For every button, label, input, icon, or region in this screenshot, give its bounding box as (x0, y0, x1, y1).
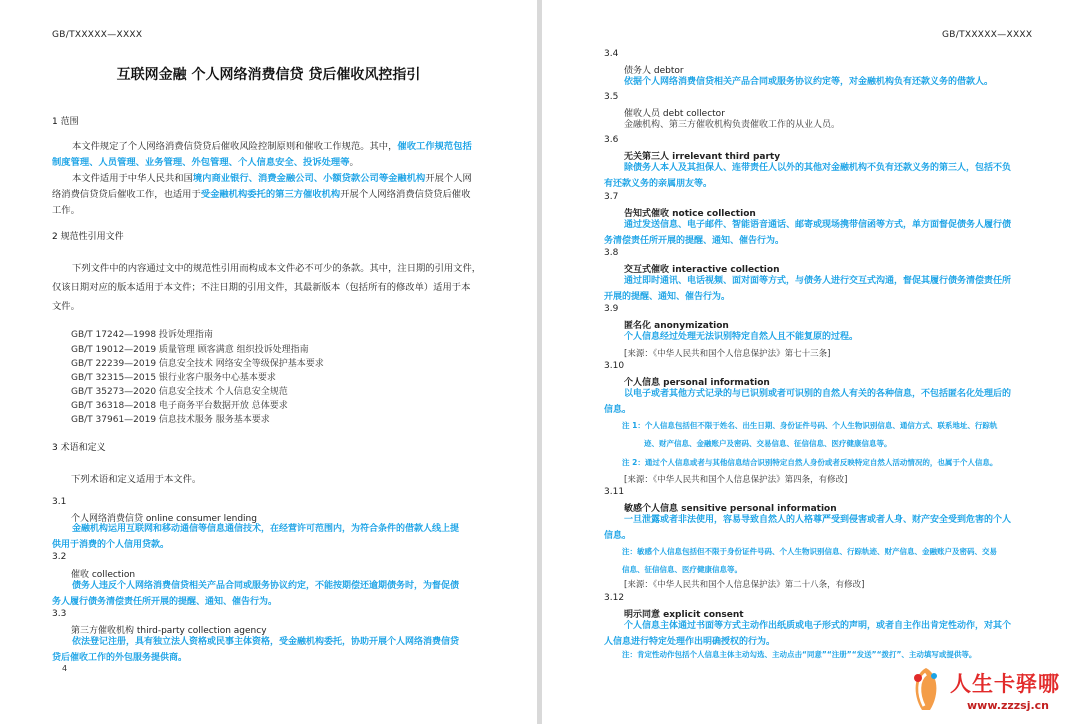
text-run: 通过发送信息、电子邮件、智能语音通话、邮寄或现场携带信函等方式，单方面督促债务人履行债 (624, 220, 1012, 230)
term-definition (52, 578, 502, 610)
term-title: 债务人 debtor (624, 66, 684, 76)
highlight-text: 境内商业银行、消费金融公司、小额贷款公司等金融机构 (192, 173, 426, 184)
text-run: 仅该日期对应的版本适用于本文件；不注日期的引用文件，其最新版本（包括所有的修改单）适用于本 (52, 282, 471, 293)
text-run: 通过即时通讯、电话视频、面对面等方式，与债务人进行交互式沟通，督促其履行债务清偿责任所 (624, 276, 1012, 286)
section-1-heading: 1 范围 (52, 117, 79, 127)
text-run: 务清偿责任所开展的提醒、通知、催告行为。 (604, 236, 785, 246)
highlight-text: 催收工作规范包括 (397, 141, 472, 152)
text-run: 金融机构运用互联网和移动通信等信息通信技术，在经营许可范围内，为符合条件的借款人线上提 (72, 524, 460, 534)
document-page-right (542, 0, 1080, 724)
section-3-heading: 3 术语和定义 (52, 443, 106, 453)
section-1-paragraph-1 (52, 139, 492, 171)
source-citation: [来源：《中华人民共和国个人信息保护法》第七十三条] (624, 349, 831, 359)
term-definition: 依据个人网络消费信贷相关产品合同或服务协议约定等，对金融机构负有还款义务的借款人。 (624, 77, 994, 87)
text-run: 工作。 (52, 205, 80, 216)
text-run: 信息、征信信息、医疗健康信息等。 (622, 565, 742, 574)
text-run: 注：敏感个人信息包括但不限于身份证件号码、个人生物识别信息、行踪轨迹、财产信息、金融账户及密码、交易 (622, 547, 997, 556)
term-note: 注 2：通过个人信息或者与其他信息结合识别特定自然人身份或者反映特定自然人活动情况的，也属于个人信息。 (622, 458, 998, 467)
term-definition (604, 217, 1064, 249)
highlight-text: 受金融机构委托的第三方催收机构 (200, 189, 341, 200)
term-number: 3.5 (604, 92, 619, 102)
term-note (622, 543, 1072, 579)
text-run: 迹、财产信息、金融账户及密码、交易信息、征信信息、医疗健康信息等。 (644, 439, 892, 448)
section-2-heading: 2 规范性引用文件 (52, 232, 124, 242)
term-number: 3.8 (604, 248, 619, 258)
text-run: 一旦泄露或者非法使用，容易导致自然人的人格尊严受到侵害或者人身、财产安全受到危害的个人 (624, 515, 1012, 525)
term-number: 3.6 (604, 135, 619, 145)
watermark-url: www.zzzsj.cn (967, 699, 1050, 712)
reference-item: GB/T 19012—2019 质量管理 顾客满意 组织投诉处理指南 (71, 345, 309, 355)
text-run: 依法登记注册，具有独立法人资格或民事主体资格，受金融机构委托，协助开展个人网络消费信贷 (72, 637, 460, 647)
source-citation: [来源：《中华人民共和国个人信息保护法》第四条，有修改] (624, 475, 848, 485)
term-number: 3.10 (604, 361, 625, 371)
text-run: 务人履行债务清偿责任所开展的提醒、通知、催告行为。 (52, 597, 278, 607)
page-header-code: GB/TXXXXX—XXXX (942, 30, 1033, 40)
term-definition (604, 512, 1064, 544)
term-title: 第三方催收机构 third-party collection agency (71, 626, 267, 636)
term-title: 个人信息 personal information (624, 378, 770, 388)
term-title: 催收 collection (71, 570, 136, 580)
text-run: 开展个人网络消费信贷贷后催收 (340, 189, 471, 200)
reference-item: GB/T 32315—2015 银行业客户服务中心基本要求 (71, 373, 276, 383)
term-definition (604, 386, 1064, 418)
reference-item: GB/T 22239—2019 信息安全技术 网络安全等级保护基本要求 (71, 359, 324, 369)
text-run: 信息。 (604, 405, 632, 415)
term-number: 3.4 (604, 49, 619, 59)
term-definition: 个人信息经过处理无法识别特定自然人且不能复原的过程。 (624, 332, 859, 342)
text-run: 有还款义务的亲属朋友等。 (604, 179, 713, 189)
text-run: 供用于消费的个人信用贷款。 (52, 540, 170, 550)
term-title: 明示同意 explicit consent (624, 610, 744, 620)
term-number: 3.1 (52, 497, 67, 507)
term-title: 匿名化 anonymization (624, 321, 729, 331)
text-run: 本文件适用于中华人民共和国 (72, 173, 193, 184)
text-run: 。 (349, 157, 359, 168)
section-2-paragraph (52, 259, 492, 316)
term-note (622, 417, 1072, 453)
reference-item: GB/T 35273—2020 信息安全技术 个人信息安全规范 (71, 387, 288, 397)
reference-item: GB/T 36318—2018 电子商务平台数据开放 总体要求 (71, 401, 288, 411)
source-citation: [来源：《中华人民共和国个人信息保护法》第二十八条，有修改] (624, 580, 865, 590)
term-number: 3.12 (604, 593, 625, 603)
term-number: 3.3 (52, 609, 67, 619)
term-title: 敏感个人信息 sensitive personal information (624, 504, 837, 514)
section-1-paragraph-2 (52, 171, 492, 219)
term-number: 3.11 (604, 487, 625, 497)
term-number: 3.2 (52, 552, 67, 562)
document-page-left (0, 0, 537, 724)
term-title: 催收人员 debt collector (624, 109, 725, 119)
term-title: 无关第三人 irrelevant third party (624, 152, 781, 162)
text-run: 个人信息主体通过书面等方式主动作出纸质或电子形式的声明，或者自主作出肯定性动作，对其个 (624, 621, 1012, 631)
text-run: 除债务人本人及其担保人、连带责任人以外的其他对金融机构不负有还款义务的第三人，包括不负 (624, 163, 1012, 173)
text-run: 债务人违反个人网络消费信贷相关产品合同或服务协议约定，不能按期偿还逾期债务时，为督促债 (72, 581, 460, 591)
text-run: 信息。 (604, 531, 632, 541)
section-3-intro: 下列术语和定义适用于本文件。 (71, 474, 202, 485)
text-run: 人信息进行特定处理作出明确授权的行为。 (604, 637, 776, 647)
reference-item: GB/T 37961—2019 信息技术服务 服务基本要求 (71, 415, 270, 425)
page-header-code: GB/TXXXXX—XXXX (52, 30, 143, 40)
term-number: 3.7 (604, 192, 619, 202)
text-run: 文件。 (52, 301, 80, 312)
term-definition (604, 160, 1064, 192)
text-run: 络消费信贷贷后催收工作，也适用于 (52, 189, 201, 200)
text-run: 以电子或者其他方式记录的与已识别或者可识别的自然人有关的各种信息，不包括匿名化处理后的 (624, 389, 1012, 399)
watermark-logo-icon (904, 664, 948, 716)
term-note: 注：肯定性动作包括个人信息主体主动勾选、主动点击“同意”“注册”“发送”“拨打”、主动填写或提供等。 (622, 650, 977, 659)
text-run: 本文件规定了个人网络消费信贷贷后催收风险控制原则和催收工作规范。其中， (72, 141, 398, 152)
term-definition: 金融机构、第三方催收机构负责催收工作的从业人员。 (624, 120, 841, 130)
highlight-text: 制度管理、人员管理、业务管理、外包管理、个人信息安全、投诉处理等 (52, 157, 350, 168)
term-number: 3.9 (604, 304, 619, 314)
text-run: 注 1：个人信息包括但不限于姓名、出生日期、身份证件号码、个人生物识别信息、通信方式、联系地址、行踪轨 (622, 421, 998, 430)
term-title: 个人网络消费信贷 online consumer lending (71, 514, 257, 524)
text-run: 开展个人网 (425, 173, 472, 184)
text-run: 下列文件中的内容通过文中的规范性引用而构成本文件必不可少的条款。其中，注日期的引用文件， (72, 263, 482, 274)
reference-item: GB/T 17242—1998 投诉处理指南 (71, 330, 213, 340)
term-definition (52, 634, 502, 666)
text-run: 贷后催收工作的外包服务提供商。 (52, 653, 188, 663)
text-run: 开展的提醒、通知、催告行为。 (604, 292, 731, 302)
term-definition (604, 273, 1064, 305)
term-definition (52, 521, 502, 553)
watermark-text: 人生卡驿哪 (950, 672, 1060, 696)
term-title: 告知式催收 notice collection (624, 209, 756, 219)
term-title: 交互式催收 interactive collection (624, 265, 780, 275)
document-title: 互联网金融 个人网络消费信贷 贷后催收风控指引 (116, 67, 421, 83)
page-number: 4 (62, 664, 68, 673)
